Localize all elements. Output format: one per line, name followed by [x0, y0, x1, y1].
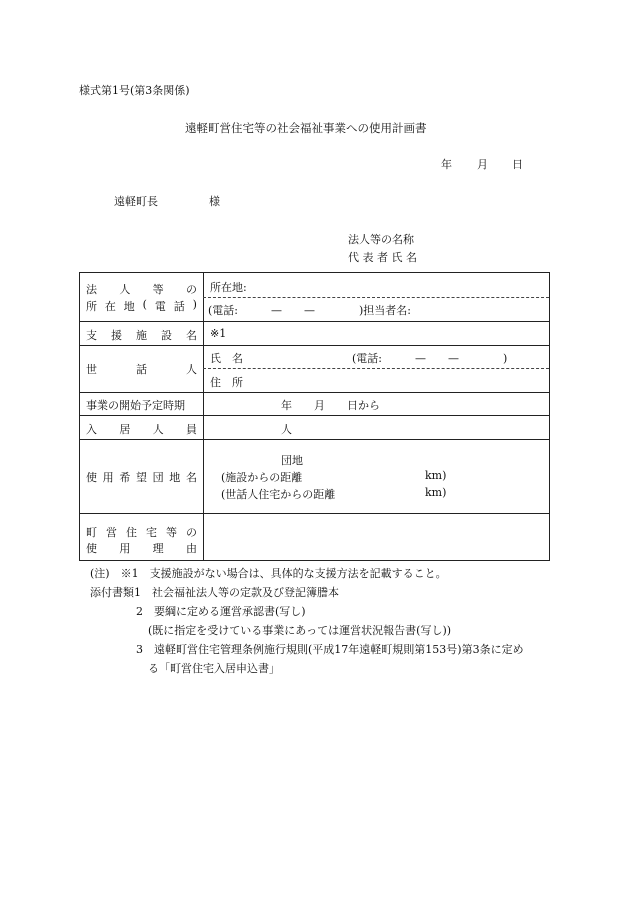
attachment-3-line1: 3 遠軽町営住宅管理条例施行規則(平成17年遠軽町規則第153号)第3条に定め — [136, 643, 524, 656]
phone-contact-field[interactable]: (電話: — — )担当者名: — [208, 304, 411, 317]
addressee-honorific: 様 — [209, 195, 220, 208]
address-field[interactable]: 所在地: — [210, 281, 247, 294]
label-support-facility: 支 援 施 設 名 — [86, 329, 197, 342]
document-title: 遠軽町営住宅等の社会福祉事業への使用計画書 — [185, 121, 427, 135]
caretaker-name-field[interactable]: 氏 名 — [210, 352, 243, 365]
row-divider — [80, 439, 549, 440]
attachment-3-line2: る「町営住宅入居申込書」 — [148, 662, 280, 675]
label-usage-reason-line2: 使 用 理 由 — [86, 542, 197, 555]
label-usage-reason-line1: 町 営 住 宅 等 の — [86, 526, 197, 539]
distance-facility-unit: km) — [425, 469, 447, 482]
occupants-field[interactable]: 人 — [281, 423, 292, 436]
usage-reason-field[interactable] — [210, 523, 540, 553]
dashed-divider — [203, 368, 549, 369]
row-divider — [80, 513, 549, 514]
date-year-label: 年 — [441, 158, 452, 171]
row-divider — [80, 392, 549, 393]
date-day-label: 日 — [512, 158, 523, 171]
support-facility-field[interactable]: ※1 — [210, 327, 227, 340]
row-divider — [80, 415, 549, 416]
label-desired-complex: 使 用 希 望 団 地 名 — [86, 471, 197, 484]
label-column-divider — [203, 273, 204, 560]
row-divider — [80, 321, 549, 322]
caretaker-address-field[interactable]: 住 所 — [210, 376, 243, 389]
label-start-date: 事業の開始予定時期 — [86, 399, 185, 412]
label-occupants: 入 居 人 員 — [86, 423, 197, 436]
form-number: 様式第1号(第3条関係) — [79, 84, 190, 97]
distance-facility-label: (施設からの距離 — [221, 471, 303, 484]
addressee-name: 遠軽町長 — [114, 195, 158, 208]
dashed-divider — [203, 297, 549, 298]
start-date-field[interactable]: 年 月 日から — [281, 399, 380, 412]
date-month-label: 月 — [477, 158, 488, 171]
attachment-2-sub: (既に指定を受けている事業にあっては運営状況報告書(写し)) — [148, 624, 452, 637]
distance-caretaker-label: (世話人住宅からの距離 — [221, 488, 336, 501]
org-name-label: 法人等の名称 — [348, 233, 414, 246]
attachment-2: 2 要綱に定める運営承認書(写し) — [136, 605, 306, 618]
caretaker-phone-field[interactable]: (電話: — — ) — [352, 352, 508, 365]
application-form-table — [79, 272, 550, 561]
label-caretaker: 世 話 人 — [86, 363, 197, 376]
row-divider — [80, 345, 549, 346]
label-address-phone: 所 在 地 ( 電 話 ) — [86, 298, 197, 313]
representative-label: 代 表 者 氏 名 — [348, 251, 417, 264]
attachment-1: 添付書類1 社会福祉法人等の定款及び登記簿謄本 — [90, 586, 339, 599]
distance-caretaker-unit: km) — [425, 486, 447, 499]
complex-name-field[interactable]: 団地 — [281, 454, 303, 467]
note-1: (注) ※1 支援施設がない場合は、具体的な支援方法を記載すること。 — [90, 567, 447, 580]
label-corporation: 法 人 等 の — [86, 283, 197, 296]
